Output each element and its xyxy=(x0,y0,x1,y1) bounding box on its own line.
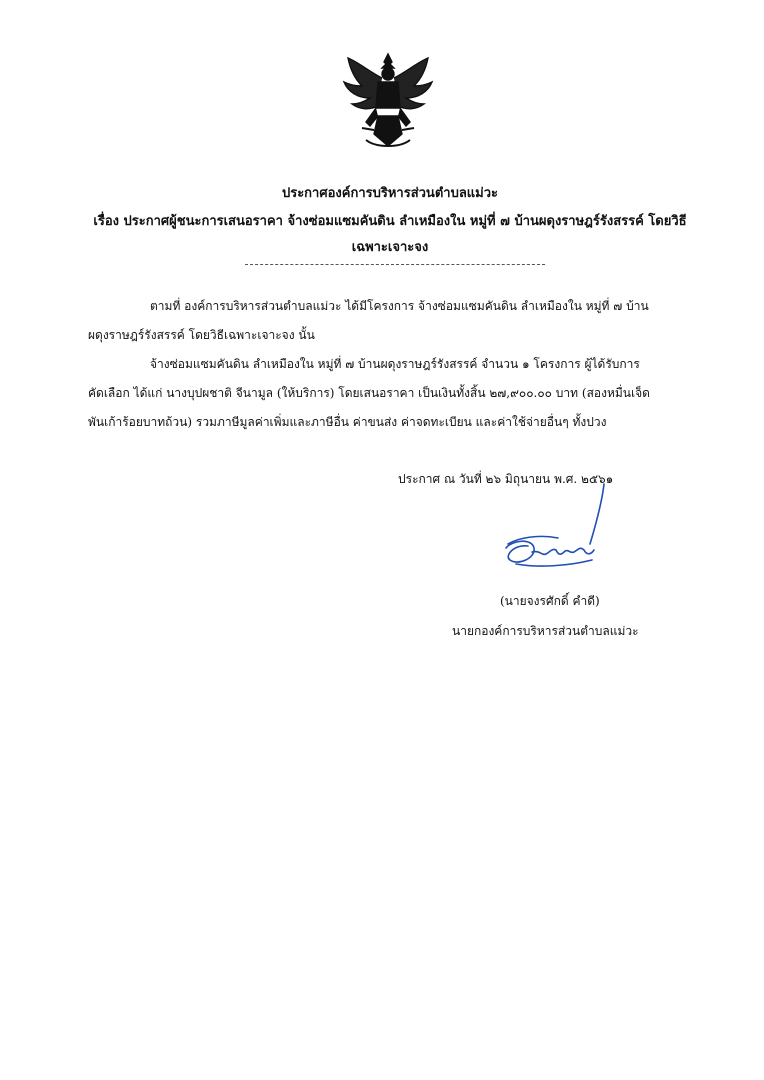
paragraph-1-line-1: ตามที่ องค์การบริหารส่วนตำบลแม่วะ ได้มีโครงการ จ้างซ่อมแซมคันดิน ลำเหมืองใน หมู่ที่ ๗ บ้าน xyxy=(150,299,649,313)
divider xyxy=(245,264,545,265)
signer-name: (นายจงรศักดิ์ คำดี) xyxy=(500,594,600,608)
subject-line: เรื่อง ประกาศผู้ชนะการเสนอราคา จ้างซ่อมแซมคันดิน ลำเหมืองใน หมู่ที่ ๗ บ้านผดุงราษฎร์รังสรรค์ โดยวิธี xyxy=(93,214,687,229)
signer-title: นายกองค์การบริหารส่วนตำบลแม่วะ xyxy=(452,624,639,638)
organization-title: ประกาศองค์การบริหารส่วนตำบลแม่วะ xyxy=(281,186,499,201)
paragraph-2-line-1: จ้างซ่อมแซมคันดิน ลำเหมืองใน หมู่ที่ ๗ บ้านผดุงราษฎร์รังสรรค์ จำนวน ๑ โครงการ ผู้ได้รับการ xyxy=(150,357,640,371)
paragraph-2-line-2: คัดเลือก ได้แก่ นางบุปผชาติ จีนามูล (ให้บริการ) โดยเสนอราคา เป็นเงินทั้งสิ้น ๒๗,๙๐๐.๐๐ บาท (สองหมื่นเจ็ด xyxy=(88,386,650,400)
paragraph-2-line-3: พันเก้าร้อยบาทถ้วน) รวมภาษีมูลค่าเพิ่มและภาษีอื่น ค่าขนส่ง ค่าจดทะเบียน และค่าใช้จ่ายอื่นๆ ทั้งปวง xyxy=(88,415,607,429)
garuda-emblem-icon xyxy=(340,52,436,150)
paragraph-1-line-2: ผดุงราษฎร์รังสรรค์ โดยวิธีเฉพาะเจาะจง นั้น xyxy=(88,328,315,342)
subject-line-continued: เฉพาะเจาะจง xyxy=(351,240,429,255)
announcement-date: ประกาศ ณ วันที่ ๒๖ มิถุนายน พ.ศ. ๒๕๖๑ xyxy=(398,472,614,486)
signature-icon xyxy=(498,480,618,580)
